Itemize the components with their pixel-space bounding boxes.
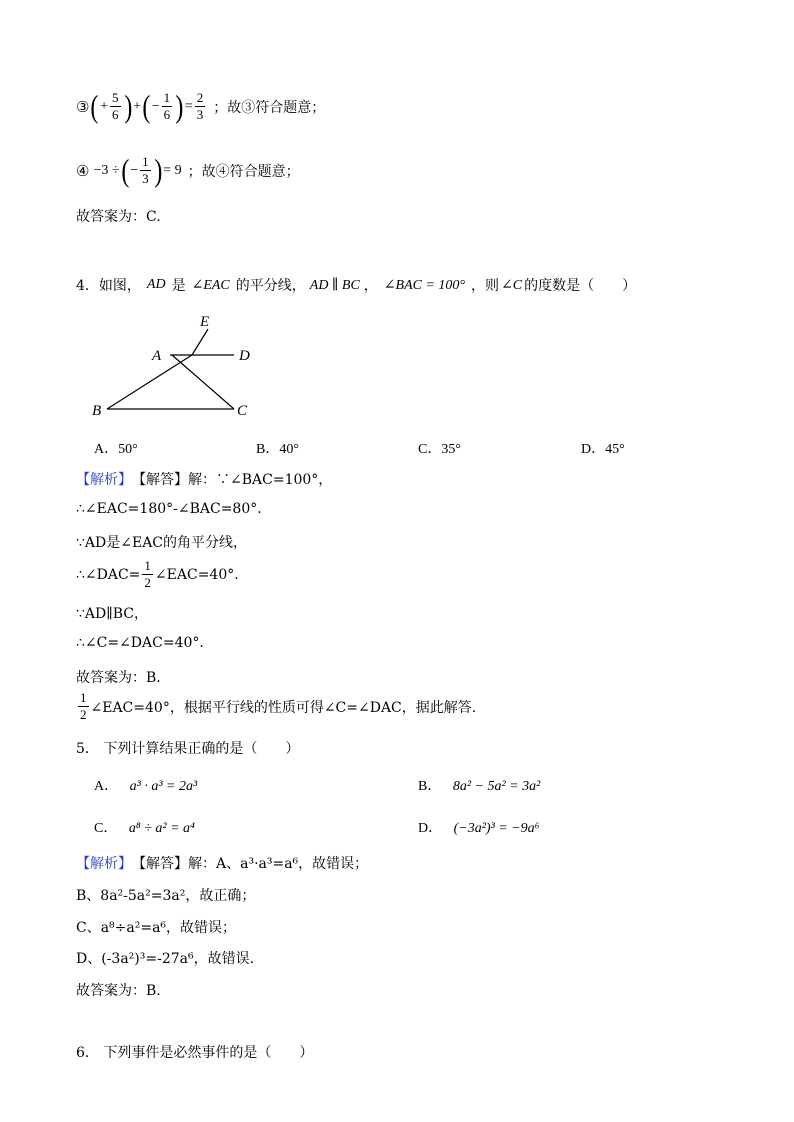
solution-5-line-4: D、(-3a²)³=-27a⁶，故错误. bbox=[76, 951, 255, 967]
numerator: 5 bbox=[112, 90, 119, 105]
denominator: 2 bbox=[144, 575, 151, 590]
option-expression: 8a² − 5a² = 3a² bbox=[452, 779, 541, 794]
solution-5-line-2: B、8a²-5a²=3a²，故正确； bbox=[76, 888, 256, 904]
solution-text: 解：A、a³·a³=a⁶，故错误； bbox=[188, 856, 369, 872]
solution-4-line-7: 故答案为：B. bbox=[76, 670, 161, 686]
q4-option-c: C．35° bbox=[418, 442, 461, 457]
q5-option-a bbox=[94, 775, 197, 795]
fraction-1-2 bbox=[142, 558, 153, 591]
minus-sign: − bbox=[130, 162, 139, 178]
stem-text: ， bbox=[363, 278, 378, 294]
solution-5-line-5: 故答案为：B. bbox=[76, 983, 161, 999]
solution-text: 解：∵∠BAC=100°， bbox=[188, 472, 333, 488]
solution-text: ∴∠DAC= bbox=[76, 566, 141, 583]
solution-4-line-8 bbox=[76, 690, 476, 723]
question-6-stem: 6． 下列事件是必然事件的是（ ） bbox=[76, 1045, 314, 1061]
stem-text: 是 bbox=[171, 278, 186, 294]
answer-line-q3: 故答案为：C. bbox=[76, 209, 161, 225]
solution-4-line-1 bbox=[76, 469, 332, 489]
math-ad: AD bbox=[146, 277, 166, 292]
left-paren: ( bbox=[90, 88, 99, 124]
option-expression: a³ · a³ = 2a³ bbox=[129, 779, 198, 794]
question-number: 4． bbox=[76, 278, 99, 294]
solution-4-line-5: ∵AD∥BC， bbox=[76, 606, 148, 622]
plus-sign: + bbox=[133, 98, 142, 114]
numerator: 2 bbox=[196, 90, 204, 105]
solution-5-line-3: C、a⁸÷a²=a⁶，故错误； bbox=[76, 920, 237, 936]
plus-sign: + bbox=[100, 98, 109, 114]
q5-option-b bbox=[418, 775, 540, 795]
circled-number-3: ③ bbox=[76, 97, 90, 116]
q4-option-a: A．50° bbox=[94, 442, 138, 457]
label-b: B bbox=[92, 403, 102, 419]
circled-number-4: ④ bbox=[76, 161, 90, 180]
option-label: A． bbox=[94, 779, 119, 794]
option-label: B． bbox=[418, 779, 442, 794]
q4-option-b: B．40° bbox=[256, 442, 299, 457]
label-a: A bbox=[152, 348, 162, 364]
q5-option-d bbox=[418, 817, 540, 837]
math-angle-bac: ∠BAC = 100° bbox=[383, 277, 466, 293]
expression-line-3 bbox=[76, 88, 325, 125]
option-label: C． bbox=[94, 821, 118, 836]
segment-ac bbox=[172, 355, 234, 409]
numerator: 1 bbox=[142, 154, 149, 169]
expression-line-4 bbox=[76, 152, 300, 189]
equals-sign: = bbox=[184, 98, 193, 114]
math-parallel: AD ∥ BC bbox=[309, 277, 360, 293]
left-paren: ( bbox=[142, 88, 151, 124]
left-paren: ( bbox=[120, 152, 129, 188]
stem-text: ，则 bbox=[471, 278, 500, 294]
solution-5-line-1 bbox=[76, 853, 368, 873]
fraction-1-3 bbox=[140, 154, 151, 187]
analysis-tag: 【解析】 bbox=[76, 472, 132, 488]
label-d: D bbox=[239, 348, 250, 364]
result-text: = 9 bbox=[163, 162, 182, 178]
fraction-1-6 bbox=[162, 90, 173, 123]
right-paren: ) bbox=[153, 152, 162, 188]
conclusion-text: ；故④符合题意； bbox=[187, 163, 300, 180]
option-label: D． bbox=[418, 821, 443, 836]
stem-text: 如图， bbox=[98, 278, 141, 294]
answer-tag: 【解答】 bbox=[132, 472, 188, 488]
question-5-stem: 5． 下列计算结果正确的是（ ） bbox=[76, 741, 300, 757]
q5-option-c bbox=[94, 817, 195, 837]
option-expression: (−3a²)³ = −9a⁶ bbox=[453, 821, 540, 836]
solution-4-line-3: ∵AD是∠EAC的角平分线， bbox=[76, 535, 248, 551]
label-c: C bbox=[237, 403, 248, 419]
denominator: 2 bbox=[80, 707, 87, 722]
stem-text: 的度数是（ ） bbox=[524, 278, 637, 294]
denominator: 6 bbox=[163, 107, 171, 122]
numerator: 1 bbox=[80, 690, 87, 705]
solution-4-line-2: ∴∠EAC=180°-∠BAC=80°. bbox=[76, 501, 262, 517]
stem-text: 的平分线， bbox=[235, 278, 306, 294]
minus-sign: − bbox=[151, 98, 160, 114]
fraction-1-2 bbox=[78, 690, 89, 723]
solution-text: ∠EAC=40°，根据平行线的性质可得∠C=∠DAC，据此解答. bbox=[90, 699, 477, 716]
denominator: 6 bbox=[112, 107, 119, 122]
answer-tag: 【解答】 bbox=[132, 856, 188, 872]
question-4-stem bbox=[76, 275, 636, 295]
conclusion-text: ；故③符合题意； bbox=[213, 99, 326, 116]
q4-option-d: D．45° bbox=[581, 442, 625, 457]
solution-text: ∠EAC=40°. bbox=[154, 566, 239, 583]
right-paren: ) bbox=[175, 88, 184, 124]
right-paren: ) bbox=[123, 88, 132, 124]
analysis-tag: 【解析】 bbox=[76, 856, 132, 872]
geometry-figure bbox=[86, 308, 286, 420]
solution-4-line-6: ∴∠C=∠DAC=40°. bbox=[76, 635, 204, 651]
denominator: 3 bbox=[142, 171, 149, 186]
solution-4-line-4 bbox=[76, 558, 239, 591]
ray-ae bbox=[192, 329, 208, 355]
segment-ba bbox=[107, 355, 192, 409]
math-angle-c: ∠C bbox=[501, 277, 523, 293]
numerator: 1 bbox=[163, 90, 171, 105]
dividend-text: −3 ÷ bbox=[93, 162, 120, 178]
option-expression: a⁸ ÷ a² = a⁴ bbox=[128, 821, 195, 836]
fraction-2-3 bbox=[195, 90, 206, 123]
denominator: 3 bbox=[196, 107, 204, 122]
label-e: E bbox=[200, 314, 210, 330]
math-angle-eac: ∠EAC bbox=[191, 277, 230, 293]
fraction-5-6 bbox=[110, 90, 121, 123]
numerator: 1 bbox=[144, 558, 151, 573]
